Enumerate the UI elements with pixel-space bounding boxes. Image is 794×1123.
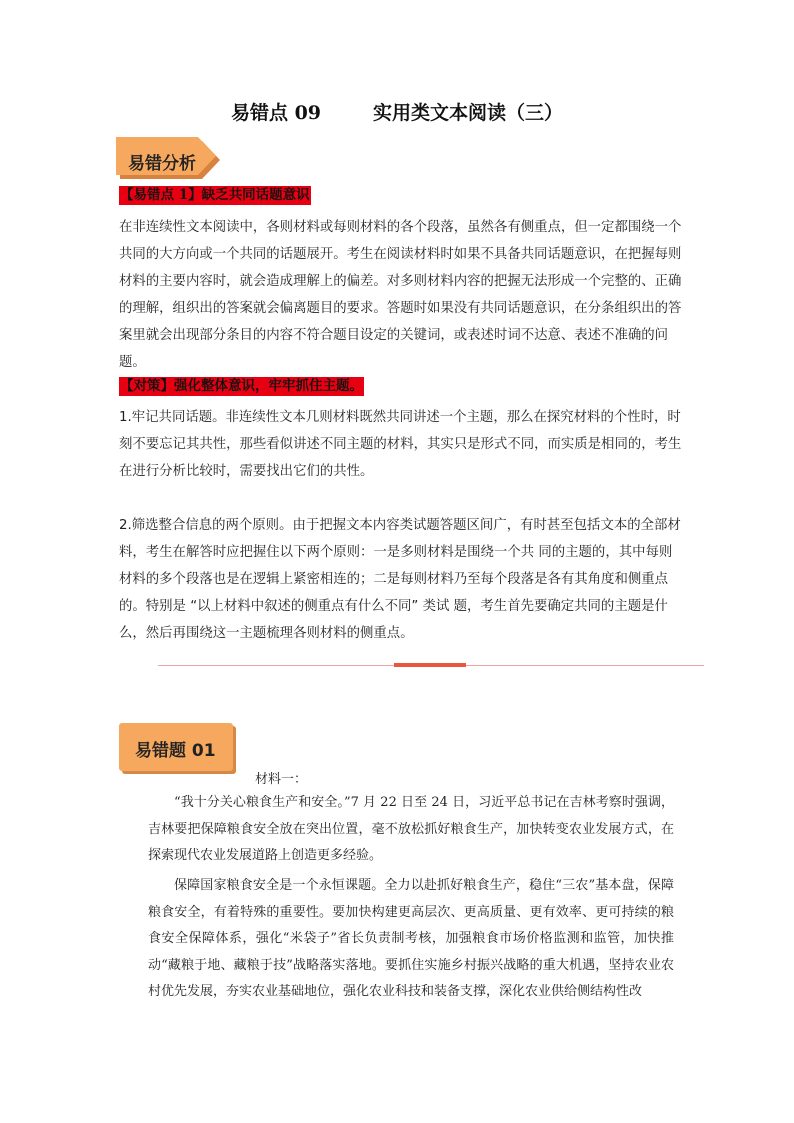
title-text: 实用类文本阅读（三） — [373, 102, 564, 124]
page-title — [0, 98, 794, 125]
material-label: 材料一： — [255, 772, 308, 787]
section-label: 易错分析 — [128, 154, 196, 174]
section-tag-question — [119, 723, 233, 771]
error-point-heading: 【易错点 1】缺乏共同话题意识 — [120, 187, 310, 203]
strategy-item-2: 2.筛选整合信息的两个原则。由于把握文本内容类试题答题区间广，有时甚至包括文本的全部材料，考生在解答时应把握住以下两个原则：一是多则材料是围绕一个共 同的主题的，其中每则材料的多个段落也是在逻辑上紧密相连的；二是每则材料乃至每个段落是各有其角度和侧重点的。特别是 “以上材料中叙述的侧重点有什么不同” 类试 题，考生首先要确定共同的主题是什么，然后再围绕这一主题梳理各则材料的侧重点。 — [119, 518, 681, 641]
error-point-body: 在非连续性文本阅读中，各则材料或每则材料的各个段落，虽然各有侧重点，但一定都围绕一个共同的大方向或一个共同的话题展开。考生在阅读材料时如果不具备共同话题意识，在把握每则材料的主要内容时，就会造成理解上的偏差。对多则材料内容的把握无法形成一个完整的、正确的理解，组织出的答案就会偏离题目的要求。答题时如果没有共同话题意识，在分条组织出的答案里就会出现部分条目的内容不符合题目设定的关键词，或表述时词不达意、表述不准确的问题。 — [119, 220, 682, 370]
section-tag-analysis — [116, 135, 224, 185]
material-paragraph: 保障国家粮食安全是一个永恒课题。全力以赴抓好粮食生产，稳住“三农”基本盘，保障粮食安全，有着特殊的重要性。要加快构建更高层次、更高质量、更有效率、更可持续的粮食安全保障体系，强化“米袋子”省长负责制考核，加强粮食市场价格监测和监管，加快推动“藏粮于地、藏粮于技”战略落实落地。要抓住实施乡村振兴战略的重大机遇，坚持农业农村优先发展，夯实农业基础地位，强化农业科技和装备支撑，深化农业供给侧结构性改 — [148, 878, 674, 1000]
strategy-item-1: 1.牢记共同话题。非连续性文本几则材料既然共同讲述一个主题，那么在探究材料的个性时，时刻不要忘记其共性，那些看似讲述不同主题的材料，其实只是形式不同，而实质是相同的，考生在进行分析比较时，需要找出它们的共性。 — [119, 410, 682, 479]
material-paragraph: “我十分关心粮食生产和安全。”7 月 22 日至 24 日，习近平总书记在吉林考察时强调，吉林要把保障粮食安全放在突出位置，毫不放松抓好粮食生产，加快转变农业发展方式，在探索现代农业发展道路上创造更多经验。 — [148, 795, 674, 864]
title-code: 易错点 09 — [230, 102, 322, 124]
question-label: 易错题 01 — [135, 741, 216, 761]
divider-accent — [394, 663, 466, 667]
strategy-heading: 【对策】强化整体意识，牢牢抓住主题。 — [120, 378, 363, 394]
